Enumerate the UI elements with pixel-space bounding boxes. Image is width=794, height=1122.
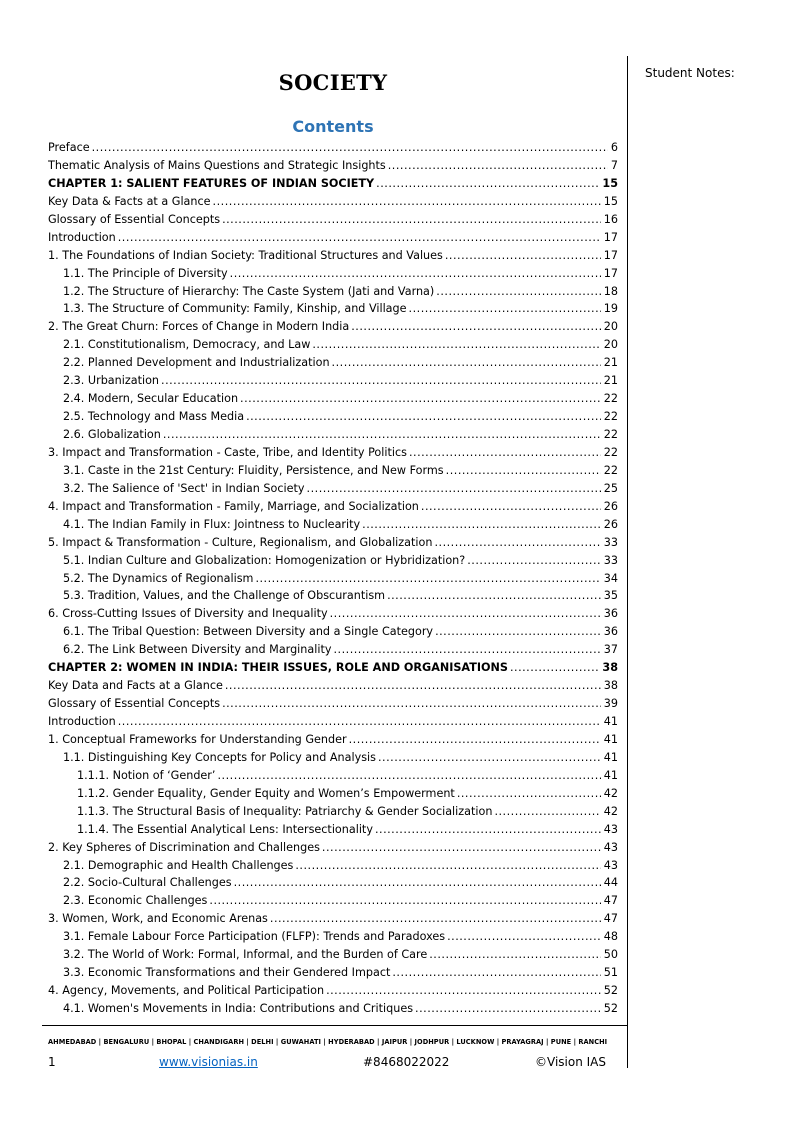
toc-leader-dots xyxy=(409,300,601,318)
toc-leader-dots xyxy=(330,605,601,623)
toc-entry-title: 2.1. Demographic and Health Challenges xyxy=(63,858,294,872)
toc-page-number: 41 xyxy=(603,732,618,746)
toc-leader-dots xyxy=(225,677,601,695)
toc-entry-title: 4. Agency, Movements, and Political Participation xyxy=(48,984,325,998)
toc-leader-dots xyxy=(312,336,600,354)
toc-leader-dots xyxy=(118,713,601,731)
toc-leader-dots xyxy=(494,803,600,821)
toc-entry[interactable] xyxy=(48,695,618,713)
toc-entry[interactable] xyxy=(48,390,618,408)
toc-entry[interactable] xyxy=(48,982,618,1000)
toc-entry[interactable] xyxy=(48,731,618,749)
toc-entry-title: CHAPTER 2: WOMEN IN INDIA: THEIR ISSUES, ROLE AND ORGANISATIONS xyxy=(48,661,508,675)
toc-entry-title: Preface xyxy=(48,141,90,154)
toc-page-number: 34 xyxy=(603,571,618,585)
toc-entry[interactable] xyxy=(48,283,618,301)
toc-entry-title: 6.2. The Link Between Diversity and Marginality xyxy=(63,643,332,657)
toc-entry[interactable] xyxy=(48,300,618,318)
toc-page-number: 44 xyxy=(603,876,618,890)
toc-entry[interactable] xyxy=(48,641,618,659)
toc-page-number: 52 xyxy=(603,1002,618,1015)
toc-entry[interactable] xyxy=(48,211,618,229)
toc-entry-title: 3.2. The Salience of 'Sect' in Indian Society xyxy=(63,481,305,495)
toc-page-number: 17 xyxy=(603,230,618,244)
copyright-text: ©Vision IAS xyxy=(535,1055,606,1069)
toc-page-number: 38 xyxy=(602,661,618,675)
toc-entry-title: 6.1. The Tribal Question: Between Diversity and a Single Category xyxy=(63,625,434,639)
toc-entry-title: 1.1.4. The Essential Analytical Lens: Intersectionality xyxy=(77,822,373,836)
toc-page-number: 7 xyxy=(610,158,618,172)
toc-entry-title: 3.1. Caste in the 21st Century: Fluidity, Persistence, and New Forms xyxy=(63,463,444,477)
toc-leader-dots xyxy=(510,659,599,677)
toc-entry[interactable] xyxy=(48,229,618,247)
toc-leader-dots xyxy=(295,857,600,875)
toc-page-number: 6 xyxy=(610,141,618,154)
toc-page-number: 33 xyxy=(603,535,618,549)
toc-leader-dots xyxy=(322,839,601,857)
toc-page-number: 19 xyxy=(603,302,618,316)
toc-entry[interactable] xyxy=(48,605,618,623)
toc-leader-dots xyxy=(255,570,600,588)
toc-entry[interactable] xyxy=(48,139,618,157)
toc-page-number: 42 xyxy=(603,804,618,818)
toc-entry[interactable] xyxy=(48,587,618,605)
toc-leader-dots xyxy=(92,139,608,157)
toc-page-number: 15 xyxy=(602,176,618,190)
toc-entry[interactable] xyxy=(48,749,618,767)
toc-leader-dots xyxy=(246,408,601,426)
toc-leader-dots xyxy=(161,372,601,390)
toc-leader-dots xyxy=(415,1000,601,1018)
toc-page-number: 47 xyxy=(603,912,618,926)
toc-page-number: 41 xyxy=(603,715,618,728)
toc-leader-dots xyxy=(434,534,600,552)
toc-entry[interactable] xyxy=(48,480,618,498)
toc-page-number: 26 xyxy=(603,499,618,513)
toc-leader-dots xyxy=(118,229,601,247)
toc-page-number: 42 xyxy=(603,786,618,800)
toc-page-number: 17 xyxy=(603,248,618,262)
toc-leader-dots xyxy=(307,480,601,498)
toc-page-number: 43 xyxy=(603,840,618,854)
toc-page-number: 21 xyxy=(603,356,618,370)
toc-entry[interactable] xyxy=(48,821,618,839)
toc-page-number: 22 xyxy=(603,428,618,441)
toc-entry[interactable] xyxy=(48,767,618,785)
toc-entry[interactable] xyxy=(48,498,618,516)
toc-entry-title: 1.2. The Structure of Hierarchy: The Caste System (Jati and Varna) xyxy=(63,284,435,298)
toc-leader-dots xyxy=(163,426,601,444)
toc-leader-dots xyxy=(376,175,599,193)
toc-page-number: 22 xyxy=(603,445,618,459)
toc-leader-dots xyxy=(209,892,600,910)
toc-page-number: 18 xyxy=(603,284,618,298)
toc-entry-title: 2.1. Constitutionalism, Democracy, and Law xyxy=(63,338,311,352)
toc-entry-title: 1.3. The Structure of Community: Family, Kinship, and Village xyxy=(63,302,407,316)
toc-page-number: 20 xyxy=(603,320,618,334)
toc-entry-title: 2.4. Modern, Secular Education xyxy=(63,392,239,406)
toc-entry[interactable] xyxy=(48,408,618,426)
footer xyxy=(48,1055,613,1071)
toc-page-number: 22 xyxy=(603,392,618,406)
toc-entry[interactable] xyxy=(48,910,618,928)
toc-leader-dots xyxy=(222,211,601,229)
toc-page-number: 50 xyxy=(603,948,618,962)
toc-page-number: 33 xyxy=(603,553,618,567)
toc-leader-dots xyxy=(387,587,601,605)
toc-page-number: 41 xyxy=(603,768,618,782)
toc-page-number: 47 xyxy=(603,894,618,908)
toc-entry[interactable] xyxy=(48,552,618,570)
toc-leader-dots xyxy=(388,157,608,175)
website-link[interactable]: www.visionias.in xyxy=(159,1055,258,1069)
toc-leader-dots xyxy=(467,552,601,570)
toc-entry[interactable] xyxy=(48,857,618,875)
toc-entry[interactable] xyxy=(48,318,618,336)
toc-entry[interactable] xyxy=(48,839,618,857)
toc-leader-dots xyxy=(362,516,601,534)
toc-entry-title: Thematic Analysis of Mains Questions and Strategic Insights xyxy=(48,158,386,172)
toc-entry[interactable] xyxy=(48,713,618,731)
toc-page-number: 22 xyxy=(603,463,618,477)
toc-entry-title: 3.2. The World of Work: Formal, Informal, and the Burden of Care xyxy=(63,948,428,962)
toc-leader-dots xyxy=(436,283,600,301)
toc-leader-dots xyxy=(421,498,601,516)
toc-entry-title: 3. Women, Work, and Economic Arenas xyxy=(48,912,268,926)
toc-page-number: 16 xyxy=(603,212,618,226)
toc-leader-dots xyxy=(351,318,601,336)
toc-entry[interactable] xyxy=(48,803,618,821)
toc-leader-dots xyxy=(217,767,600,785)
toc-page-number: 22 xyxy=(603,410,618,424)
toc-leader-dots xyxy=(230,265,601,283)
toc-leader-dots xyxy=(270,910,601,928)
toc-page-number: 43 xyxy=(603,822,618,836)
toc-entry-title: Key Data and Facts at a Glance xyxy=(48,679,223,693)
toc-leader-dots xyxy=(375,821,601,839)
toc-entry-title: 3. Impact and Transformation - Caste, Tribe, and Identity Politics xyxy=(48,445,407,459)
toc-leader-dots xyxy=(349,731,601,749)
toc-entry[interactable] xyxy=(48,157,618,175)
toc-entry[interactable] xyxy=(48,265,618,283)
toc-entry[interactable] xyxy=(48,570,618,588)
toc-leader-dots xyxy=(446,462,601,480)
footer-cities: AHMEDABAD | BENGALURU | BHOPAL | CHANDIGARH | DELHI | GUWAHATI | HYDERABAD | JAIPUR | JODHPUR | LUCKNOW | PRAYAGRAJ | PUNE | RANCHI xyxy=(48,1038,608,1046)
toc-entry[interactable] xyxy=(48,462,618,480)
toc-leader-dots xyxy=(457,785,601,803)
toc-entry-title: 4.1. The Indian Family in Flux: Jointness to Nuclearity xyxy=(63,517,361,531)
toc-entry[interactable] xyxy=(48,175,618,193)
toc-page-number: 26 xyxy=(603,517,618,531)
toc-entry-title: 1.1. Distinguishing Key Concepts for Policy and Analysis xyxy=(63,750,376,764)
toc-entry[interactable] xyxy=(48,444,618,462)
toc-entry[interactable] xyxy=(48,534,618,552)
toc-entry[interactable] xyxy=(48,785,618,803)
toc-leader-dots xyxy=(445,247,601,265)
toc-leader-dots xyxy=(234,874,601,892)
toc-leader-dots xyxy=(435,623,601,641)
toc-entry[interactable] xyxy=(48,336,618,354)
toc-entry[interactable] xyxy=(48,928,618,946)
toc-leader-dots xyxy=(447,928,601,946)
toc-page-number: 36 xyxy=(603,625,618,639)
toc-entry-title: 6. Cross-Cutting Issues of Diversity and Inequality xyxy=(48,607,328,621)
toc-page-number: 41 xyxy=(603,750,618,764)
toc-entry[interactable] xyxy=(48,892,618,910)
toc-entry-title: 3.1. Female Labour Force Participation (FLFP): Trends and Paradoxes xyxy=(63,930,446,944)
toc-leader-dots xyxy=(326,982,601,1000)
toc-leader-dots xyxy=(332,354,601,372)
toc-leader-dots xyxy=(378,749,601,767)
toc-entry-title: Introduction xyxy=(48,230,116,244)
toc-page-number: 52 xyxy=(603,984,618,998)
toc-entry-title: 1.1.1. Notion of ‘Gender’ xyxy=(77,768,216,782)
toc-page-number: 17 xyxy=(603,266,618,280)
toc-entry-title: 5.2. The Dynamics of Regionalism xyxy=(63,571,254,585)
toc-entry-title: 1. The Foundations of Indian Society: Traditional Structures and Values xyxy=(48,248,443,262)
toc-page-number: 37 xyxy=(603,643,618,657)
toc-page-number: 43 xyxy=(603,858,618,872)
toc-entry-title: 3.3. Economic Transformations and their Gendered Impact xyxy=(63,966,391,980)
toc-leader-dots xyxy=(213,193,601,211)
toc-entry-title: 1.1. The Principle of Diversity xyxy=(63,266,228,280)
toc-entry[interactable] xyxy=(48,964,618,982)
toc-entry-title: 2. The Great Churn: Forces of Change in Modern India xyxy=(48,320,350,334)
toc-entry[interactable] xyxy=(48,193,618,211)
toc-entry-title: 1.1.2. Gender Equality, Gender Equity and Women’s Empowerment xyxy=(77,786,455,800)
phone-number: #8468022022 xyxy=(363,1055,450,1069)
toc-entry[interactable] xyxy=(48,516,618,534)
toc-entry-title: CHAPTER 1: SALIENT FEATURES OF INDIAN SOCIETY xyxy=(48,176,375,190)
toc-entry-title: 2.5. Technology and Mass Media xyxy=(63,410,245,424)
margin-divider xyxy=(627,56,628,1068)
toc-entry[interactable] xyxy=(48,354,618,372)
toc-leader-dots xyxy=(333,641,600,659)
toc-entry-title: 5.1. Indian Culture and Globalization: Homogenization or Hybridization? xyxy=(63,553,466,567)
toc-entry-title: 1. Conceptual Frameworks for Understanding Gender xyxy=(48,732,347,746)
toc-entry-title: 2.6. Globalization xyxy=(63,428,161,441)
toc-page-number: 20 xyxy=(603,338,618,352)
toc-entry-title: 4.1. Women's Movements in India: Contributions and Critiques xyxy=(63,1002,414,1015)
toc-entry-title: 4. Impact and Transformation - Family, Marriage, and Socialization xyxy=(48,499,419,513)
toc-entry[interactable] xyxy=(48,426,618,444)
toc-entry[interactable] xyxy=(48,372,618,390)
toc-entry-title: 2.2. Socio-Cultural Challenges xyxy=(63,876,232,890)
toc-entry[interactable] xyxy=(48,1000,618,1018)
toc-leader-dots xyxy=(429,946,601,964)
toc-entry[interactable] xyxy=(48,677,618,695)
toc-entry[interactable] xyxy=(48,623,618,641)
toc-page-number: 39 xyxy=(603,697,618,711)
toc-page-number: 51 xyxy=(603,966,618,980)
toc-leader-dots xyxy=(409,444,601,462)
table-of-contents xyxy=(48,139,618,1018)
toc-entry-title: 5.3. Tradition, Values, and the Challenge of Obscurantism xyxy=(63,589,386,603)
toc-entry-title: Glossary of Essential Concepts xyxy=(48,697,221,711)
toc-page-number: 38 xyxy=(603,679,618,693)
toc-entry[interactable] xyxy=(48,874,618,892)
document-title: SOCIETY xyxy=(278,70,388,95)
toc-entry-title: Key Data & Facts at a Glance xyxy=(48,194,211,208)
student-notes-label: Student Notes: xyxy=(645,66,735,80)
toc-page-number: 36 xyxy=(603,607,618,621)
contents-heading: Contents xyxy=(292,117,374,136)
toc-page-number: 35 xyxy=(603,589,618,603)
toc-entry-title: 2.3. Urbanization xyxy=(63,374,160,388)
toc-entry-title: 2. Key Spheres of Discrimination and Challenges xyxy=(48,840,320,854)
toc-entry-title: 2.2. Planned Development and Industrialization xyxy=(63,356,330,370)
toc-leader-dots xyxy=(392,964,600,982)
toc-page-number: 25 xyxy=(603,481,618,495)
toc-leader-dots xyxy=(240,390,601,408)
toc-page-number: 48 xyxy=(603,930,618,944)
toc-entry[interactable] xyxy=(48,659,618,677)
footer-divider xyxy=(42,1025,627,1026)
toc-entry-title: 2.3. Economic Challenges xyxy=(63,894,208,908)
toc-entry[interactable] xyxy=(48,247,618,265)
toc-entry-title: Glossary of Essential Concepts xyxy=(48,212,221,226)
toc-entry-title: 5. Impact & Transformation - Culture, Regionalism, and Globalization xyxy=(48,535,433,549)
toc-page-number: 21 xyxy=(603,374,618,388)
toc-entry-title: 1.1.3. The Structural Basis of Inequality: Patriarchy & Gender Socialization xyxy=(77,804,493,818)
toc-entry[interactable] xyxy=(48,946,618,964)
toc-page-number: 15 xyxy=(603,194,618,208)
toc-entry-title: Introduction xyxy=(48,715,116,728)
toc-leader-dots xyxy=(222,695,601,713)
page-number: 1 xyxy=(48,1055,56,1069)
